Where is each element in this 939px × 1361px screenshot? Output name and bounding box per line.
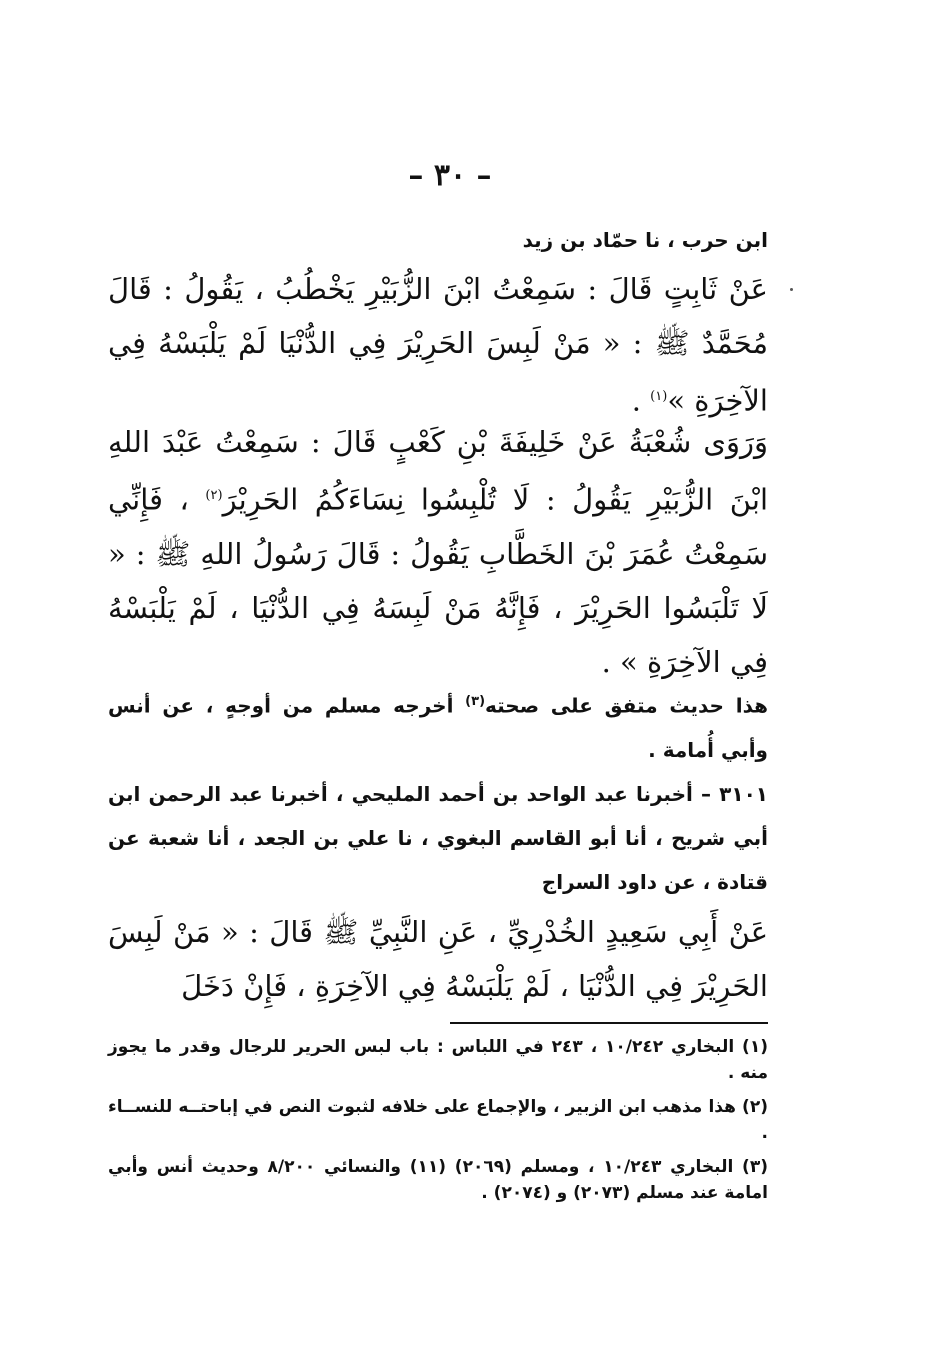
isnad-paragraph-1 [108, 218, 768, 262]
commentary-part-b: أخرجه مسلم من أوجهٍ ، عن أنس وأبي أُمامة . [108, 693, 768, 762]
hadith-text-1-end: . [631, 383, 651, 418]
hadith-text-3-body: عَنْ أَبِي سَعِيدٍ الخُدْرِيِّ ، عَنِ النَّبِيِّ ﷺ قَالَ : « مَنْ لَبِسَ الحَرِيْرَ فِي الدُّنْيَا ، لَمْ يَلْبَسْهُ فِي الآخِرَةِ ، فَإِنْ دَخَلَ [108, 915, 768, 1003]
isnad-text-1: ابن حرب ، نا حمّاد بن زيد [522, 228, 768, 252]
hadith-text-3 [108, 905, 768, 1013]
footnote-3: (٣) البخاري ١٠/٢٤٣ ، ومسلم (٢٠٦٩) (١١) والنسائي ٨/٢٠٠ وحديث أنس وأبي امامة عند مسلم (٢٠٧٣) و (٢٠٧٤) . [108, 1157, 768, 1203]
page-number: – ٣٠ – [408, 158, 492, 193]
footnote-ref-2: (٢) [205, 488, 223, 503]
footnote-ref-3: (٣) [465, 694, 486, 709]
commentary-paragraph [108, 680, 768, 772]
hadith-text-1 [108, 262, 768, 428]
commentary-part-a: هذا حديث متفق على صحته [485, 693, 768, 718]
hadith-text-2 [108, 415, 768, 689]
footnote-1: (١) البخاري ١٠/٢٤٢ ، ٢٤٣ في اللباس : باب لبس الحرير للرجال وقدر ما يجوز منه . [108, 1037, 768, 1083]
margin-speck [790, 288, 793, 291]
hadith-text-2-part-b: ، فَإِنِّي سَمِعْتُ عُمَرَ بْنَ الخَطَّابِ يَقُولُ : قَالَ رَسُولُ اللهِ ﷺ : « لَا تَلْبَسُوا الحَرِيْرَ ، فَإِنَّهُ مَنْ لَبِسَهُ فِي الدُّنْيَا ، لَمْ يَلْبَسْهُ فِي الآخِرَةِ » . [108, 482, 768, 679]
footnotes-section [108, 1034, 768, 1214]
footnote-2: (٢) هذا مذهب ابن الزبير ، والإجماع على خلافه لثبوت النص في إباحتــه للنســاء . [108, 1097, 768, 1143]
isnad-paragraph-2 [108, 772, 768, 904]
hadith-text-1-body: عَنْ ثَابِتٍ قَالَ : سَمِعْتُ ابْنَ الزُّبَيْرِ يَخْطُبُ ، يَقُولُ : قَالَ مُحَمَّدٌ ﷺ : « مَنْ لَبِسَ الحَرِيْرَ فِي الدُّنْيَا لَمْ يَلْبَسْهُ فِي الآخِرَةِ » [108, 272, 768, 418]
footnote-ref-1: (١) [650, 389, 668, 404]
isnad-text-2: ٣١٠١ – أخبرنا عبد الواحد بن أحمد المليحي ، أخبرنا عبد الرحمن ابن أبي شريح ، أنا أبو القاسم البغوي ، نا علي بن الجعد ، أنا شعبة عن قتادة ، عن داود السراج [108, 782, 768, 894]
footnote-divider [450, 1022, 768, 1024]
hadith-text-2-part-a: وَرَوَى شُعْبَةُ عَنْ خَلِيفَةَ بْنِ كَعْبٍ قَالَ : سَمِعْتُ عَبْدَ اللهِ ابْنَ الزُّبَيْرِ يَقُولُ : لَا تُلْبِسُوا نِسَاءَكُمُ الحَرِيْرَ [108, 425, 768, 517]
